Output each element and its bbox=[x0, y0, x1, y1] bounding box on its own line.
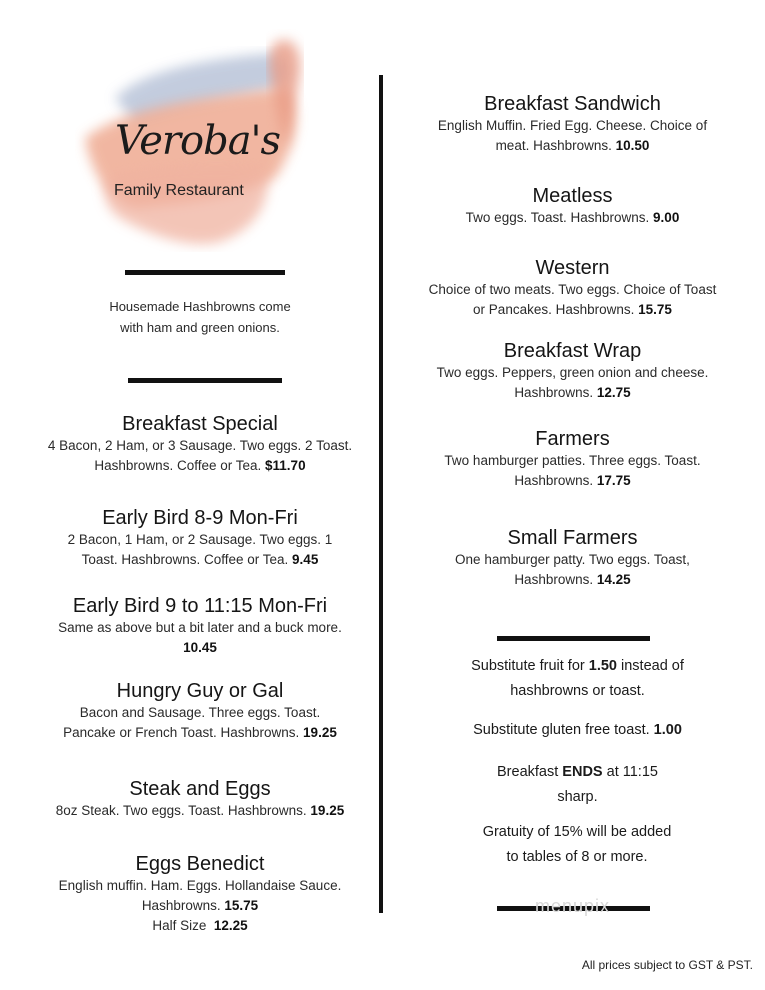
item-title: Western bbox=[535, 257, 610, 279]
item-description: One hamburger patty. Two eggs. Toast, Hashbrowns. 14.25 bbox=[455, 552, 690, 587]
item-price: 10.45 bbox=[183, 640, 217, 655]
item-title: Meatless bbox=[532, 185, 613, 207]
fruit-substitution-note: Substitute fruit for 1.50 instead of hashbrowns or toast. bbox=[471, 658, 684, 699]
left-second-rule bbox=[128, 378, 282, 383]
item-title: Eggs Benedict bbox=[135, 853, 265, 875]
item-description: Two eggs. Peppers, green onion and cheese. Hashbrowns. 12.75 bbox=[436, 365, 709, 400]
half-size-price: 12.25 bbox=[213, 918, 248, 933]
item-price: 19.25 bbox=[310, 803, 345, 818]
item-price: 10.50 bbox=[615, 138, 650, 153]
item-description: Two eggs. Toast. Hashbrowns. 9.00 bbox=[465, 210, 680, 225]
item-title: Early Bird 9 to 11:15 Mon-Fri bbox=[72, 595, 328, 617]
fruit-price: 1.50 bbox=[588, 658, 617, 674]
menu-item bbox=[50, 594, 350, 658]
item-description: Two hamburger patties. Three eggs. Toast. Hashbrowns. 17.75 bbox=[444, 453, 701, 488]
item-title: Breakfast Wrap bbox=[503, 340, 642, 362]
item-description: Same as above but a bit later and a buck more. 10.45 bbox=[58, 620, 342, 655]
breakfast-ends-note: Breakfast ENDS at 11:15 sharp. bbox=[497, 764, 658, 805]
item-description: English muffin. Ham. Eggs. Hollandaise Sauce. Hashbrowns. 15.75 bbox=[58, 878, 342, 913]
item-title: Steak and Eggs bbox=[129, 778, 271, 800]
item-description: 8oz Steak. Two eggs. Toast. Hashbrowns. 19.25 bbox=[55, 803, 345, 818]
item-description: Bacon and Sausage. Three eggs. Toast. Pancake or French Toast. Hashbrowns. 19.25 bbox=[63, 705, 337, 740]
menu-item bbox=[425, 256, 720, 320]
menu-item bbox=[425, 92, 720, 156]
item-description: English Muffin. Fried Egg. Cheese. Choice of meat. Hashbrowns. 10.50 bbox=[437, 118, 708, 153]
item-title: Small Farmers bbox=[507, 527, 638, 549]
item-title: Breakfast Sandwich bbox=[484, 93, 661, 115]
item-description: Choice of two meats. Two eggs. Choice of Toast or Pancakes. Hashbrowns. 15.75 bbox=[428, 282, 717, 317]
menu-item bbox=[50, 506, 350, 570]
gluten-free-note: Substitute gluten free toast. 1.00 bbox=[473, 722, 682, 738]
menu-item bbox=[55, 679, 345, 743]
item-price: $11.70 bbox=[265, 458, 306, 473]
menu-item bbox=[425, 184, 720, 228]
restaurant-subtitle: Family Restaurant bbox=[114, 182, 244, 199]
menu-item bbox=[425, 427, 720, 491]
column-divider bbox=[379, 75, 383, 913]
tax-footer: All prices subject to GST & PST. bbox=[581, 958, 753, 972]
right-rule bbox=[497, 636, 650, 641]
item-price: 14.25 bbox=[596, 572, 631, 587]
item-price: 9.45 bbox=[292, 552, 319, 567]
item-title: Farmers bbox=[535, 428, 610, 450]
gluten-free-price: 1.00 bbox=[653, 722, 682, 738]
item-price: 15.75 bbox=[638, 302, 672, 317]
half-size-line: Half Size 12.25 bbox=[152, 918, 248, 933]
item-title: Breakfast Special bbox=[122, 413, 278, 435]
item-title: Hungry Guy or Gal bbox=[116, 680, 284, 702]
menu-item bbox=[435, 339, 710, 403]
hashbrowns-note: Housemade Hashbrowns come with ham and green onions. bbox=[109, 299, 291, 335]
left-top-rule bbox=[125, 270, 285, 275]
item-title: Early Bird 8-9 Mon-Fri bbox=[102, 507, 298, 529]
menu-item bbox=[55, 777, 345, 821]
item-price: 9.00 bbox=[653, 210, 680, 225]
menu-item bbox=[430, 526, 715, 590]
item-price: 19.25 bbox=[303, 725, 337, 740]
gratuity-note: Gratuity of 15% will be added to tables of 8 or more. bbox=[482, 824, 672, 865]
item-price: 17.75 bbox=[596, 473, 631, 488]
menu-item bbox=[55, 852, 345, 936]
item-price: 15.75 bbox=[224, 898, 259, 913]
item-price: 12.75 bbox=[596, 385, 631, 400]
item-description: 2 Bacon, 1 Ham, or 2 Sausage. Two eggs. 1 Toast. Hashbrowns. Coffee or Tea. 9.45 bbox=[67, 532, 333, 567]
menu-item bbox=[45, 412, 355, 476]
restaurant-name: Veroba's bbox=[115, 118, 281, 164]
item-description: 4 Bacon, 2 Ham, or 3 Sausage. Two eggs. 2 Toast. Hashbrowns. Coffee or Tea. $11.70 bbox=[47, 438, 353, 473]
watermark: menupix bbox=[535, 896, 611, 916]
